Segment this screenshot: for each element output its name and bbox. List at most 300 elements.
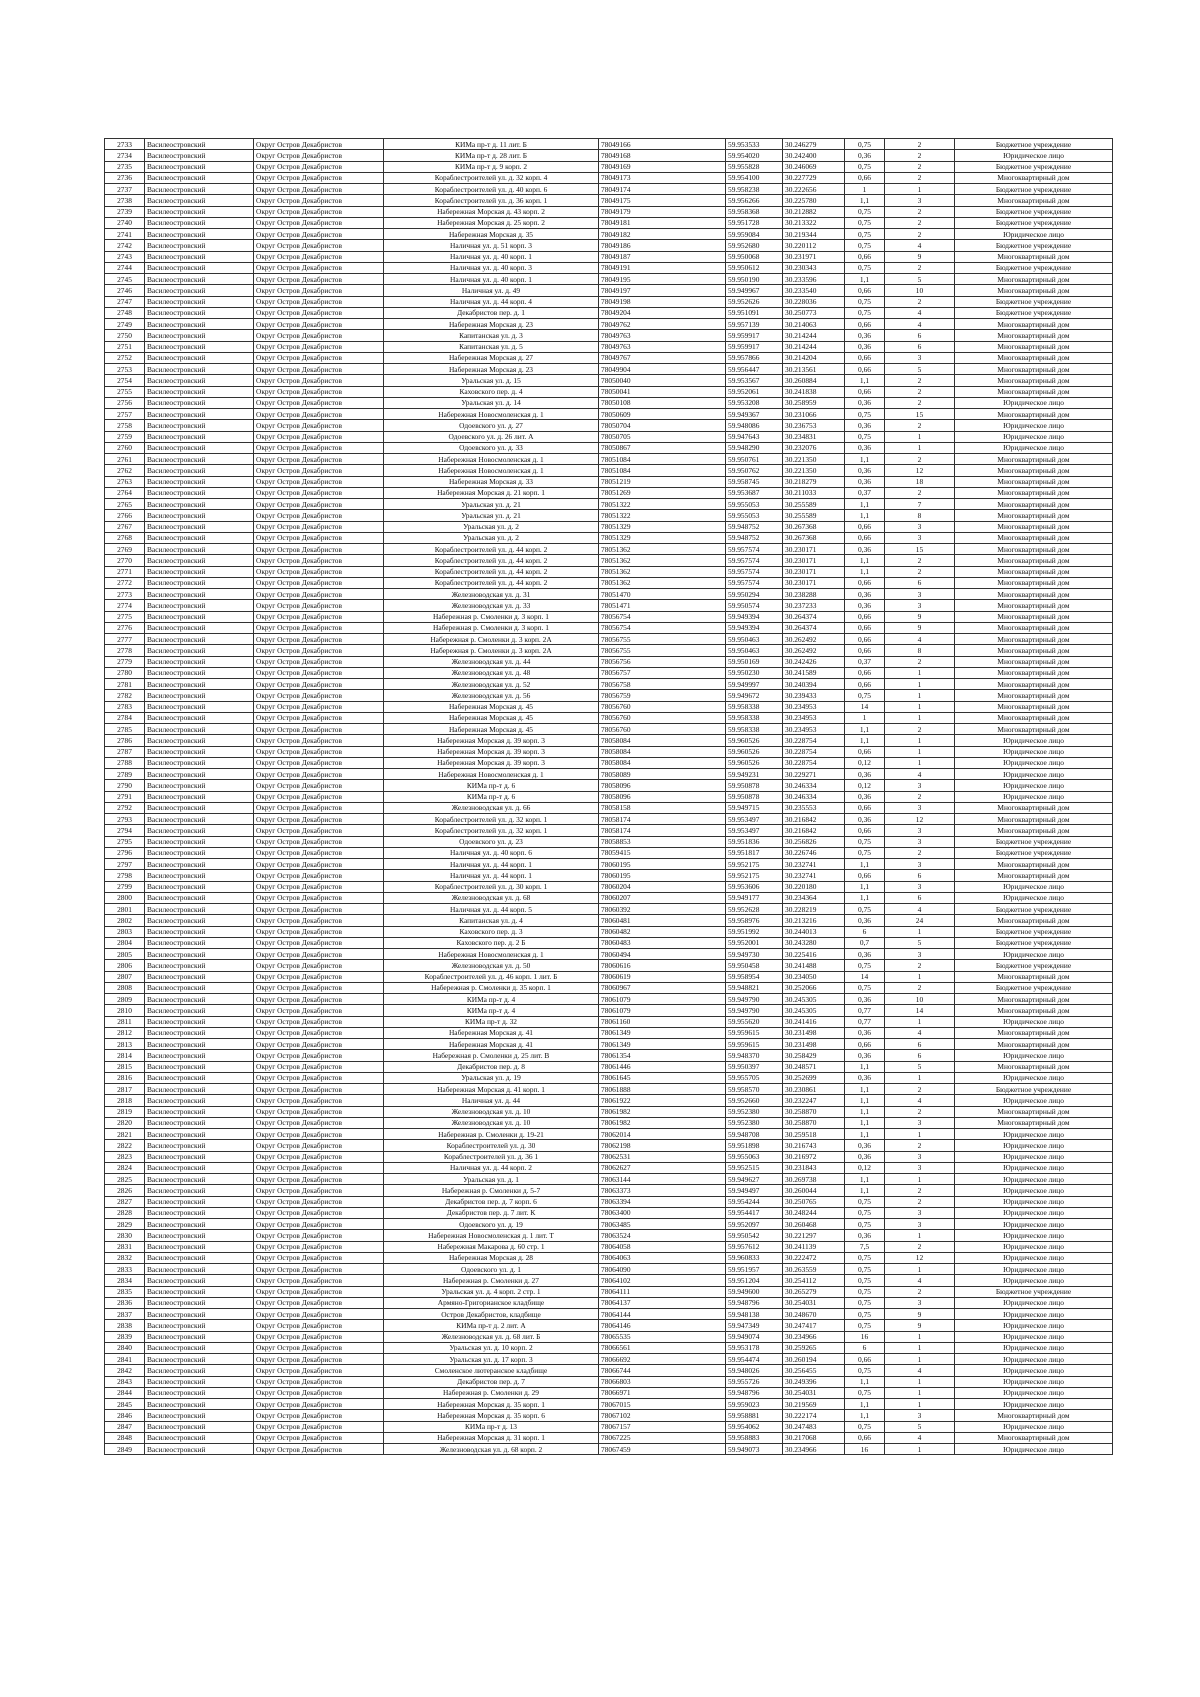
container-volume-cell: 16 [845, 1331, 885, 1342]
address-cell: Кораблестроителей ул. д. 32 корп. 1 [384, 825, 599, 836]
container-volume-cell: 0,12 [845, 1162, 885, 1173]
district-cell: Василеостровский [145, 1309, 254, 1320]
longitude-cell: 30.231971 [783, 251, 845, 262]
district-cell: Василеостровский [145, 757, 254, 768]
address-cell: Набережная Новосмоленская д. 1 [384, 465, 599, 476]
municipality-cell: Округ Остров Декабристов [254, 937, 384, 948]
longitude-cell: 30.216842 [783, 814, 845, 825]
district-cell: Василеостровский [145, 825, 254, 836]
table-row [105, 757, 1113, 768]
row-number-cell: 2847 [105, 1421, 145, 1432]
longitude-cell: 30.231498 [783, 1039, 845, 1050]
municipality-cell: Округ Остров Декабристов [254, 296, 384, 307]
owner-type-cell: Юридическое лицо [955, 1297, 1113, 1308]
longitude-cell: 30.260194 [783, 1354, 845, 1365]
container-count-cell: 3 [885, 1151, 955, 1162]
owner-type-cell: Многоквартирный дом [955, 656, 1113, 667]
longitude-cell: 30.234966 [783, 1444, 845, 1455]
row-number-cell: 2835 [105, 1286, 145, 1297]
owner-type-cell: Многоквартирный дом [955, 645, 1113, 656]
container-volume-cell: 0,36 [845, 150, 885, 161]
container-count-cell: 3 [885, 1297, 955, 1308]
row-number-cell: 2753 [105, 364, 145, 375]
latitude-cell: 59.958338 [726, 712, 783, 723]
container-count-cell: 14 [885, 1005, 955, 1016]
row-number-cell: 2740 [105, 217, 145, 228]
site-code-cell: 78058084 [599, 746, 726, 757]
latitude-cell: 59.952061 [726, 386, 783, 397]
latitude-cell: 59.959084 [726, 229, 783, 240]
latitude-cell: 59.959615 [726, 1027, 783, 1038]
site-code-cell: 78049762 [599, 319, 726, 330]
district-cell: Василеостровский [145, 1005, 254, 1016]
address-cell: КИМа пр-т д. 4 [384, 994, 599, 1005]
owner-type-cell: Юридическое лицо [955, 1162, 1113, 1173]
longitude-cell: 30.262492 [783, 645, 845, 656]
municipality-cell: Округ Остров Декабристов [254, 1039, 384, 1050]
container-volume-cell: 0,77 [845, 1016, 885, 1027]
municipality-cell: Округ Остров Декабристов [254, 1174, 384, 1185]
container-count-cell: 3 [885, 532, 955, 543]
municipality-cell: Округ Остров Декабристов [254, 892, 384, 903]
longitude-cell: 30.213322 [783, 217, 845, 228]
container-volume-cell: 0,36 [845, 915, 885, 926]
container-volume-cell: 0,75 [845, 229, 885, 240]
row-number-cell: 2786 [105, 735, 145, 746]
table-row [105, 577, 1113, 588]
district-cell: Василеостровский [145, 1106, 254, 1117]
district-cell: Василеостровский [145, 904, 254, 915]
table-row [105, 904, 1113, 915]
longitude-cell: 30.258429 [783, 1050, 845, 1061]
district-cell: Василеостровский [145, 1151, 254, 1162]
longitude-cell: 30.245305 [783, 1005, 845, 1016]
district-cell: Василеостровский [145, 802, 254, 813]
site-code-cell: 78060482 [599, 926, 726, 937]
latitude-cell: 59.949073 [726, 1444, 783, 1455]
municipality-cell: Округ Остров Декабристов [254, 139, 384, 150]
address-cell: КИМа пр-т д. 6 [384, 791, 599, 802]
row-number-cell: 2764 [105, 487, 145, 498]
site-code-cell: 78063524 [599, 1230, 726, 1241]
municipality-cell: Округ Остров Декабристов [254, 1432, 384, 1443]
district-cell: Василеостровский [145, 577, 254, 588]
municipality-cell: Округ Остров Декабристов [254, 184, 384, 195]
district-cell: Василеостровский [145, 1365, 254, 1376]
district-cell: Василеостровский [145, 1297, 254, 1308]
latitude-cell: 59.950458 [726, 960, 783, 971]
owner-type-cell: Юридическое лицо [955, 229, 1113, 240]
latitude-cell: 59.950542 [726, 1230, 783, 1241]
row-number-cell: 2743 [105, 251, 145, 262]
container-count-cell: 6 [885, 1039, 955, 1050]
container-count-cell: 3 [885, 589, 955, 600]
latitude-cell: 59.950169 [726, 656, 783, 667]
district-cell: Василеостровский [145, 161, 254, 172]
site-code-cell: 78049187 [599, 251, 726, 262]
municipality-cell: Округ Остров Декабристов [254, 1106, 384, 1117]
row-number-cell: 2830 [105, 1230, 145, 1241]
owner-type-cell: Бюджетное учреждение [955, 161, 1113, 172]
municipality-cell: Округ Остров Декабристов [254, 712, 384, 723]
latitude-cell: 59.953497 [726, 814, 783, 825]
container-count-cell: 9 [885, 622, 955, 633]
owner-type-cell: Юридическое лицо [955, 1421, 1113, 1432]
site-code-cell: 78061982 [599, 1106, 726, 1117]
address-cell: Уральская ул. д. 21 [384, 510, 599, 521]
longitude-cell: 30.221297 [783, 1230, 845, 1241]
owner-type-cell: Многоквартирный дом [955, 712, 1113, 723]
latitude-cell: 59.959023 [726, 1399, 783, 1410]
container-volume-cell: 0,66 [845, 577, 885, 588]
table-row [105, 1275, 1113, 1286]
container-volume-cell: 0,77 [845, 1005, 885, 1016]
site-code-cell: 78049195 [599, 274, 726, 285]
container-count-cell: 1 [885, 1230, 955, 1241]
container-count-cell: 2 [885, 982, 955, 993]
site-code-cell: 78063144 [599, 1174, 726, 1185]
owner-type-cell: Бюджетное учреждение [955, 960, 1113, 971]
table-row [105, 184, 1113, 195]
owner-type-cell: Бюджетное учреждение [955, 937, 1113, 948]
address-cell: Наличная ул. д. 44 корп. 1 [384, 859, 599, 870]
site-code-cell: 78059415 [599, 847, 726, 858]
site-code-cell: 78049767 [599, 352, 726, 363]
container-volume-cell: 0,66 [845, 521, 885, 532]
longitude-cell: 30.222656 [783, 184, 845, 195]
longitude-cell: 30.241589 [783, 667, 845, 678]
row-number-cell: 2816 [105, 1072, 145, 1083]
table-row [105, 251, 1113, 262]
latitude-cell: 59.949790 [726, 1005, 783, 1016]
district-cell: Василеостровский [145, 892, 254, 903]
container-volume-cell: 0,36 [845, 994, 885, 1005]
table-row [105, 836, 1113, 847]
owner-type-cell: Юридическое лицо [955, 735, 1113, 746]
address-cell: Набережная Морская д. 39 корп. 3 [384, 735, 599, 746]
container-volume-cell: 0,66 [845, 319, 885, 330]
row-number-cell: 2742 [105, 240, 145, 251]
row-number-cell: 2784 [105, 712, 145, 723]
row-number-cell: 2814 [105, 1050, 145, 1061]
table-row [105, 307, 1113, 318]
municipality-cell: Округ Остров Декабристов [254, 274, 384, 285]
row-number-cell: 2812 [105, 1027, 145, 1038]
container-count-cell: 8 [885, 645, 955, 656]
table-row [105, 780, 1113, 791]
municipality-cell: Округ Остров Декабристов [254, 1410, 384, 1421]
owner-type-cell: Юридическое лицо [955, 1230, 1113, 1241]
latitude-cell: 59.952680 [726, 240, 783, 251]
address-cell: Декабристов пер. д. 8 [384, 1061, 599, 1072]
owner-type-cell: Многоквартирный дом [955, 1117, 1113, 1128]
latitude-cell: 59.953497 [726, 825, 783, 836]
table-row [105, 802, 1113, 813]
container-volume-cell: 0,66 [845, 746, 885, 757]
municipality-cell: Округ Остров Декабристов [254, 690, 384, 701]
address-cell: Наличная ул. д. 44 корп. 4 [384, 296, 599, 307]
owner-type-cell: Юридическое лицо [955, 757, 1113, 768]
municipality-cell: Округ Остров Декабристов [254, 397, 384, 408]
container-count-cell: 10 [885, 285, 955, 296]
district-cell: Василеостровский [145, 1016, 254, 1027]
container-volume-cell: 1,1 [845, 1376, 885, 1387]
municipality-cell: Округ Остров Декабристов [254, 724, 384, 735]
table-row [105, 1309, 1113, 1320]
site-code-cell: 78056758 [599, 679, 726, 690]
district-cell: Василеостровский [145, 780, 254, 791]
table-row [105, 1151, 1113, 1162]
row-number-cell: 2822 [105, 1140, 145, 1151]
owner-type-cell: Многоквартирный дом [955, 634, 1113, 645]
row-number-cell: 2778 [105, 645, 145, 656]
district-cell: Василеостровский [145, 375, 254, 386]
owner-type-cell: Многоквартирный дом [955, 465, 1113, 476]
container-volume-cell: 1,1 [845, 566, 885, 577]
address-cell: Наличная ул. д. 40 корп. 6 [384, 847, 599, 858]
longitude-cell: 30.254112 [783, 1275, 845, 1286]
container-count-cell: 1 [885, 971, 955, 982]
municipality-cell: Округ Остров Декабристов [254, 769, 384, 780]
container-volume-cell: 1,1 [845, 1129, 885, 1140]
row-number-cell: 2813 [105, 1039, 145, 1050]
row-number-cell: 2776 [105, 622, 145, 633]
municipality-cell: Округ Остров Декабристов [254, 1309, 384, 1320]
longitude-cell: 30.221350 [783, 454, 845, 465]
owner-type-cell: Многоквартирный дом [955, 1039, 1113, 1050]
site-code-cell: 78060392 [599, 904, 726, 915]
container-count-cell: 2 [885, 724, 955, 735]
longitude-cell: 30.230171 [783, 544, 845, 555]
row-number-cell: 2746 [105, 285, 145, 296]
container-count-cell: 3 [885, 949, 955, 960]
district-cell: Василеостровский [145, 510, 254, 521]
address-cell: Кораблестроителей ул. д. 30 корп. 1 [384, 881, 599, 892]
municipality-cell: Округ Остров Декабристов [254, 904, 384, 915]
site-code-cell: 78063400 [599, 1207, 726, 1218]
longitude-cell: 30.247483 [783, 1421, 845, 1432]
district-cell: Василеостровский [145, 960, 254, 971]
longitude-cell: 30.213216 [783, 915, 845, 926]
site-code-cell: 78049763 [599, 330, 726, 341]
latitude-cell: 59.952175 [726, 870, 783, 881]
address-cell: Капитанская ул. д. 3 [384, 330, 599, 341]
container-count-cell: 4 [885, 634, 955, 645]
municipality-cell: Округ Остров Декабристов [254, 442, 384, 453]
owner-type-cell: Многоквартирный дом [955, 870, 1113, 881]
table-row [105, 566, 1113, 577]
container-volume-cell: 0,66 [845, 825, 885, 836]
address-cell: Кораблестроителей ул. д. 36 1 [384, 1151, 599, 1162]
longitude-cell: 30.230343 [783, 262, 845, 273]
longitude-cell: 30.230171 [783, 555, 845, 566]
address-cell: Набережная Морская д. 21 корп. 1 [384, 487, 599, 498]
district-cell: Василеостровский [145, 679, 254, 690]
municipality-cell: Округ Остров Декабристов [254, 634, 384, 645]
container-count-cell: 9 [885, 611, 955, 622]
owner-type-cell: Бюджетное учреждение [955, 217, 1113, 228]
site-code-cell: 78060616 [599, 960, 726, 971]
address-cell: Набережная Морская д. 28 [384, 1252, 599, 1263]
table-row [105, 1027, 1113, 1038]
longitude-cell: 30.232741 [783, 859, 845, 870]
row-number-cell: 2737 [105, 184, 145, 195]
municipality-cell: Округ Остров Декабристов [254, 1241, 384, 1252]
site-code-cell: 78066744 [599, 1365, 726, 1376]
site-code-cell: 78049197 [599, 285, 726, 296]
site-code-cell: 78056757 [599, 667, 726, 678]
site-code-cell: 78049174 [599, 184, 726, 195]
latitude-cell: 59.949177 [726, 892, 783, 903]
container-volume-cell: 0,75 [845, 1297, 885, 1308]
container-count-cell: 1 [885, 1354, 955, 1365]
municipality-cell: Округ Остров Декабристов [254, 1005, 384, 1016]
owner-type-cell: Юридическое лицо [955, 1095, 1113, 1106]
municipality-cell: Округ Остров Декабристов [254, 1387, 384, 1398]
site-code-cell: 78056760 [599, 701, 726, 712]
municipality-cell: Округ Остров Декабристов [254, 870, 384, 881]
latitude-cell: 59.950230 [726, 667, 783, 678]
container-count-cell: 4 [885, 769, 955, 780]
table-row [105, 1354, 1113, 1365]
district-cell: Василеостровский [145, 262, 254, 273]
container-count-cell: 3 [885, 1162, 955, 1173]
container-volume-cell: 0,36 [845, 589, 885, 600]
container-count-cell: 5 [885, 364, 955, 375]
container-volume-cell: 1,1 [845, 881, 885, 892]
container-count-cell: 6 [885, 1050, 955, 1061]
owner-type-cell: Многоквартирный дом [955, 487, 1113, 498]
table-row [105, 1342, 1113, 1353]
container-count-cell: 2 [885, 172, 955, 183]
row-number-cell: 2744 [105, 262, 145, 273]
municipality-cell: Округ Остров Декабристов [254, 1342, 384, 1353]
site-code-cell: 78049173 [599, 172, 726, 183]
municipality-cell: Округ Остров Декабристов [254, 262, 384, 273]
district-cell: Василеостровский [145, 645, 254, 656]
district-cell: Василеостровский [145, 172, 254, 183]
site-code-cell: 78063485 [599, 1219, 726, 1230]
district-cell: Василеостровский [145, 465, 254, 476]
district-cell: Василеостровский [145, 746, 254, 757]
municipality-cell: Округ Остров Декабристов [254, 1230, 384, 1241]
address-cell: Уральская ул. д. 10 корп. 2 [384, 1342, 599, 1353]
district-cell: Василеостровский [145, 1117, 254, 1128]
container-volume-cell: 0,75 [845, 1320, 885, 1331]
container-count-cell: 6 [885, 892, 955, 903]
municipality-cell: Округ Остров Декабристов [254, 1061, 384, 1072]
municipality-cell: Округ Остров Декабристов [254, 161, 384, 172]
row-number-cell: 2755 [105, 386, 145, 397]
latitude-cell: 59.951204 [726, 1275, 783, 1286]
table-row [105, 487, 1113, 498]
latitude-cell: 59.957574 [726, 555, 783, 566]
address-cell: Набережная Морская д. 45 [384, 712, 599, 723]
district-cell: Василеостровский [145, 1072, 254, 1083]
longitude-cell: 30.230171 [783, 577, 845, 588]
row-number-cell: 2780 [105, 667, 145, 678]
row-number-cell: 2828 [105, 1207, 145, 1218]
table-row [105, 172, 1113, 183]
latitude-cell: 59.960833 [726, 1252, 783, 1263]
owner-type-cell: Юридическое лицо [955, 780, 1113, 791]
municipality-cell: Округ Остров Декабристов [254, 330, 384, 341]
site-code-cell: 78050704 [599, 420, 726, 431]
site-code-cell: 78050867 [599, 442, 726, 453]
address-cell: Набережная Новосмоленская д. 1 [384, 454, 599, 465]
owner-type-cell: Юридическое лицо [955, 1342, 1113, 1353]
owner-type-cell: Юридическое лицо [955, 1264, 1113, 1275]
district-cell: Василеостровский [145, 139, 254, 150]
municipality-cell: Округ Остров Декабристов [254, 409, 384, 420]
owner-type-cell: Многоквартирный дом [955, 724, 1113, 735]
longitude-cell: 30.267368 [783, 532, 845, 543]
site-code-cell: 78064146 [599, 1320, 726, 1331]
municipality-cell: Округ Остров Декабристов [254, 701, 384, 712]
district-cell: Василеостровский [145, 409, 254, 420]
longitude-cell: 30.214063 [783, 319, 845, 330]
owner-type-cell: Многоквартирный дом [955, 1432, 1113, 1443]
table-row [105, 1106, 1113, 1117]
longitude-cell: 30.255589 [783, 510, 845, 521]
container-count-cell: 9 [885, 251, 955, 262]
latitude-cell: 59.949967 [726, 285, 783, 296]
owner-type-cell: Многоквартирный дом [955, 476, 1113, 487]
district-cell: Василеостровский [145, 476, 254, 487]
address-cell: Набережная Морская д. 43 корп. 2 [384, 206, 599, 217]
container-volume-cell: 0,36 [845, 465, 885, 476]
row-number-cell: 2809 [105, 994, 145, 1005]
latitude-cell: 59.957574 [726, 544, 783, 555]
container-count-cell: 4 [885, 1275, 955, 1286]
owner-type-cell: Бюджетное учреждение [955, 262, 1113, 273]
municipality-cell: Округ Остров Декабристов [254, 1151, 384, 1162]
municipality-cell: Округ Остров Декабристов [254, 386, 384, 397]
row-number-cell: 2747 [105, 296, 145, 307]
owner-type-cell: Бюджетное учреждение [955, 982, 1113, 993]
owner-type-cell: Юридическое лицо [955, 1444, 1113, 1455]
row-number-cell: 2823 [105, 1151, 145, 1162]
container-count-cell: 2 [885, 386, 955, 397]
table-row [105, 814, 1113, 825]
latitude-cell: 59.951836 [726, 836, 783, 847]
container-volume-cell: 0,37 [845, 487, 885, 498]
container-count-cell: 3 [885, 836, 955, 847]
longitude-cell: 30.255589 [783, 499, 845, 510]
row-number-cell: 2842 [105, 1365, 145, 1376]
container-count-cell: 1 [885, 1399, 955, 1410]
container-count-cell: 4 [885, 904, 955, 915]
longitude-cell: 30.232247 [783, 1095, 845, 1106]
table-row [105, 274, 1113, 285]
owner-type-cell: Юридическое лицо [955, 1129, 1113, 1140]
municipality-cell: Округ Остров Декабристов [254, 566, 384, 577]
table-row [105, 960, 1113, 971]
site-code-cell: 78060494 [599, 949, 726, 960]
address-cell: Набережная р. Смоленки д. 29 [384, 1387, 599, 1398]
address-cell: Железноводская ул. д. 56 [384, 690, 599, 701]
table-row [105, 937, 1113, 948]
container-volume-cell: 0,75 [845, 982, 885, 993]
district-cell: Василеостровский [145, 1399, 254, 1410]
longitude-cell: 30.226746 [783, 847, 845, 858]
row-number-cell: 2733 [105, 139, 145, 150]
container-count-cell: 12 [885, 1252, 955, 1263]
longitude-cell: 30.220112 [783, 240, 845, 251]
district-cell: Василеостровский [145, 611, 254, 622]
owner-type-cell: Многоквартирный дом [955, 521, 1113, 532]
district-cell: Василеостровский [145, 1174, 254, 1185]
